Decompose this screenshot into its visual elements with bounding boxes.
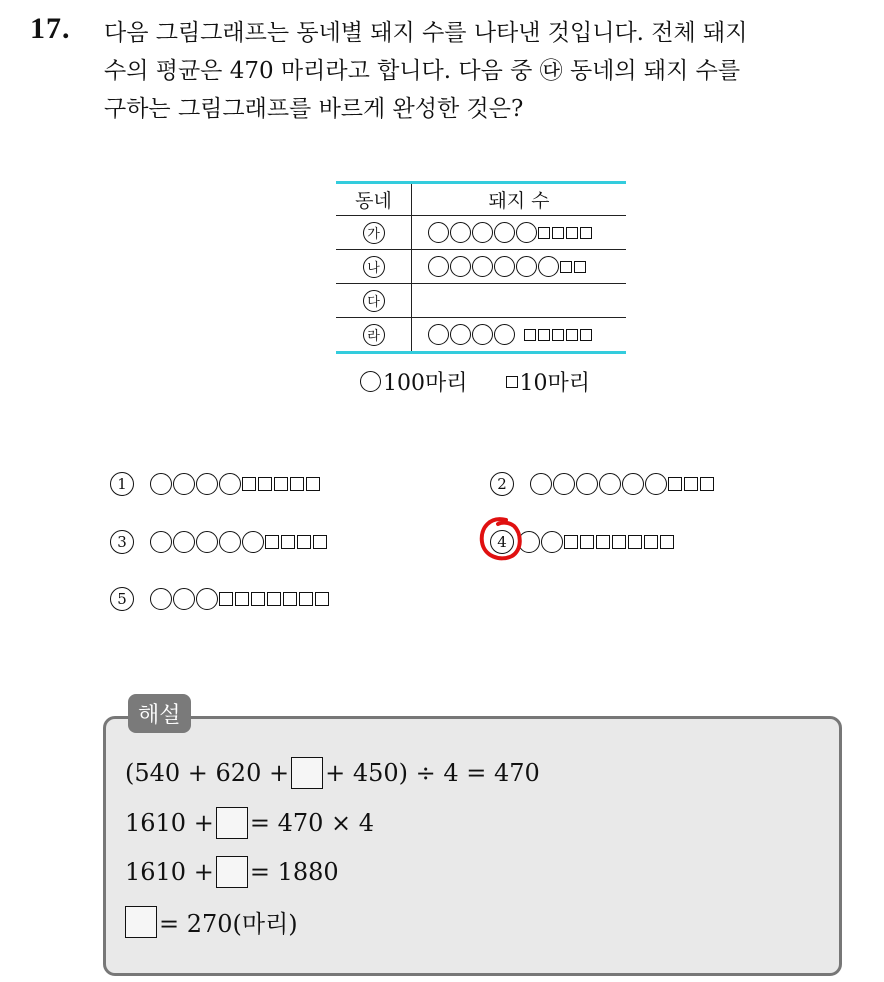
- big-circle-icon: [428, 256, 449, 277]
- small-square-icon: [596, 535, 610, 549]
- big-circle-icon: [622, 473, 644, 495]
- big-circle-icon: [150, 531, 172, 553]
- graph-row-icons: [412, 318, 626, 351]
- big-circle-icon: [196, 588, 218, 610]
- small-square-icon: [538, 227, 550, 239]
- small-square-icon: [700, 477, 714, 491]
- eq1-post: + 450) ÷ 4 = 470: [325, 759, 540, 787]
- small-square-icon: [306, 477, 320, 491]
- icon-group: [150, 588, 331, 610]
- explanation-tag: 해설: [128, 694, 191, 733]
- town-label: 가: [363, 222, 385, 244]
- equation-4: [125, 904, 298, 939]
- small-square-icon: [580, 329, 592, 341]
- small-square-icon: [265, 535, 279, 549]
- big-circle-icon: [599, 473, 621, 495]
- graph-row: [336, 283, 626, 317]
- choice-number: 5: [110, 587, 134, 611]
- big-circle-icon: [516, 222, 537, 243]
- legend-big-label: 100마리: [383, 371, 468, 396]
- big-circle-icon: [196, 473, 218, 495]
- choice-number: 1: [110, 472, 134, 496]
- icon-group: [150, 531, 329, 553]
- small-square-icon: [684, 477, 698, 491]
- big-circle-icon: [538, 256, 559, 277]
- big-circle-icon: [173, 531, 195, 553]
- question-line-2: 수의 평균은 470 마리라고 합니다. 다음 중 ㉰ 동네의 돼지 수를: [104, 58, 741, 84]
- icon-group: [428, 222, 594, 243]
- big-circle-icon: [173, 588, 195, 610]
- graph-legend: [360, 366, 628, 397]
- small-square-icon: [299, 592, 313, 606]
- big-circle-icon: [494, 256, 515, 277]
- blank-box: [216, 807, 248, 839]
- big-circle-icon: [242, 531, 264, 553]
- graph-row-icons: [412, 250, 626, 283]
- small-square-icon: [315, 592, 329, 606]
- graph-row-town: [336, 318, 412, 351]
- question-text: [104, 14, 864, 128]
- small-square-icon: [552, 227, 564, 239]
- big-circle-icon: [494, 222, 515, 243]
- blank-box: [291, 757, 323, 789]
- small-square-icon: [281, 535, 295, 549]
- red-answer-circle-mark: [476, 514, 526, 564]
- big-circle-icon: [645, 473, 667, 495]
- big-circle-icon: [450, 222, 471, 243]
- blank-box: [216, 856, 248, 888]
- eq2-post: = 470 × 4: [249, 809, 375, 837]
- big-circle-icon: [360, 371, 381, 392]
- graph-row: [336, 249, 626, 283]
- small-square-icon: [574, 261, 586, 273]
- graph-header-town: 동네: [336, 184, 412, 215]
- graph-header-row: [336, 184, 626, 215]
- graph-header-pigs: 돼지 수: [488, 190, 550, 212]
- choice-number: 2: [490, 472, 514, 496]
- big-circle-icon: [219, 531, 241, 553]
- big-circle-icon: [472, 222, 493, 243]
- graph-row-town: [336, 216, 412, 249]
- big-circle-icon: [450, 324, 471, 345]
- eq1-pre: (540 + 620 +: [125, 759, 290, 787]
- town-label: 라: [363, 324, 385, 346]
- small-square-icon: [580, 227, 592, 239]
- legend-big: [360, 366, 468, 397]
- small-square-icon: [290, 477, 304, 491]
- small-square-icon: [644, 535, 658, 549]
- graph-row-icons: [412, 284, 626, 317]
- legend-small-label: 10마리: [519, 371, 590, 396]
- big-circle-icon: [530, 473, 552, 495]
- small-square-icon: [242, 477, 256, 491]
- small-square-icon: [251, 592, 265, 606]
- small-square-icon: [566, 329, 578, 341]
- small-square-icon: [235, 592, 249, 606]
- small-square-icon: [566, 227, 578, 239]
- eq2-pre: 1610 +: [125, 809, 214, 837]
- small-square-icon: [506, 376, 518, 388]
- icon-group: [428, 324, 594, 345]
- icon-group: [428, 256, 588, 277]
- graph-row-town: [336, 250, 412, 283]
- big-circle-icon: [472, 324, 493, 345]
- question-line-1: 다음 그림그래프는 동네별 돼지 수를 나타낸 것입니다. 전체 돼지: [104, 20, 748, 46]
- graph-row: [336, 317, 626, 351]
- legend-small: [506, 366, 591, 397]
- small-square-icon: [660, 535, 674, 549]
- big-circle-icon: [472, 256, 493, 277]
- big-circle-icon: [541, 531, 563, 553]
- big-circle-icon: [150, 588, 172, 610]
- blank-box: [125, 906, 157, 938]
- big-circle-icon: [219, 473, 241, 495]
- icon-group: [150, 473, 322, 495]
- small-square-icon: [524, 329, 536, 341]
- question-number: 17.: [30, 12, 71, 45]
- choice-1[interactable]: [110, 472, 322, 496]
- equation-1: [125, 757, 540, 789]
- question-line-3: 구하는 그림그래프를 바르게 완성한 것은?: [104, 96, 524, 122]
- big-circle-icon: [150, 473, 172, 495]
- small-square-icon: [274, 477, 288, 491]
- choice-3[interactable]: [110, 530, 329, 554]
- big-circle-icon: [173, 473, 195, 495]
- equation-3: [125, 856, 339, 888]
- icon-group: [518, 531, 676, 553]
- small-square-icon: [297, 535, 311, 549]
- icon-group: [530, 473, 716, 495]
- small-square-icon: [580, 535, 594, 549]
- small-square-icon: [283, 592, 297, 606]
- small-square-icon: [258, 477, 272, 491]
- choice-number: 4: [490, 530, 514, 554]
- small-square-icon: [219, 592, 233, 606]
- big-circle-icon: [494, 324, 515, 345]
- eq3-pre: 1610 +: [125, 858, 214, 886]
- big-circle-icon: [196, 531, 218, 553]
- small-square-icon: [313, 535, 327, 549]
- small-square-icon: [628, 535, 642, 549]
- small-square-icon: [267, 592, 281, 606]
- big-circle-icon: [553, 473, 575, 495]
- small-square-icon: [552, 329, 564, 341]
- picture-graph-table: [336, 181, 626, 354]
- small-square-icon: [538, 329, 550, 341]
- graph-row-icons: [412, 216, 626, 249]
- big-circle-icon: [516, 256, 537, 277]
- choice-number: 3: [110, 530, 134, 554]
- small-square-icon: [564, 535, 578, 549]
- eq4-post: = 270(마리): [159, 910, 298, 938]
- big-circle-icon: [450, 256, 471, 277]
- choice-5[interactable]: [110, 587, 331, 611]
- choice-2[interactable]: [490, 472, 716, 496]
- big-circle-icon: [576, 473, 598, 495]
- small-square-icon: [668, 477, 682, 491]
- small-square-icon: [560, 261, 572, 273]
- eq3-post: = 1880: [249, 858, 339, 886]
- graph-row-town: [336, 284, 412, 317]
- town-label: 나: [363, 256, 385, 278]
- big-circle-icon: [428, 324, 449, 345]
- big-circle-icon: [428, 222, 449, 243]
- graph-row: [336, 215, 626, 249]
- town-label: 다: [363, 290, 385, 312]
- equation-2: [125, 807, 374, 839]
- small-square-icon: [612, 535, 626, 549]
